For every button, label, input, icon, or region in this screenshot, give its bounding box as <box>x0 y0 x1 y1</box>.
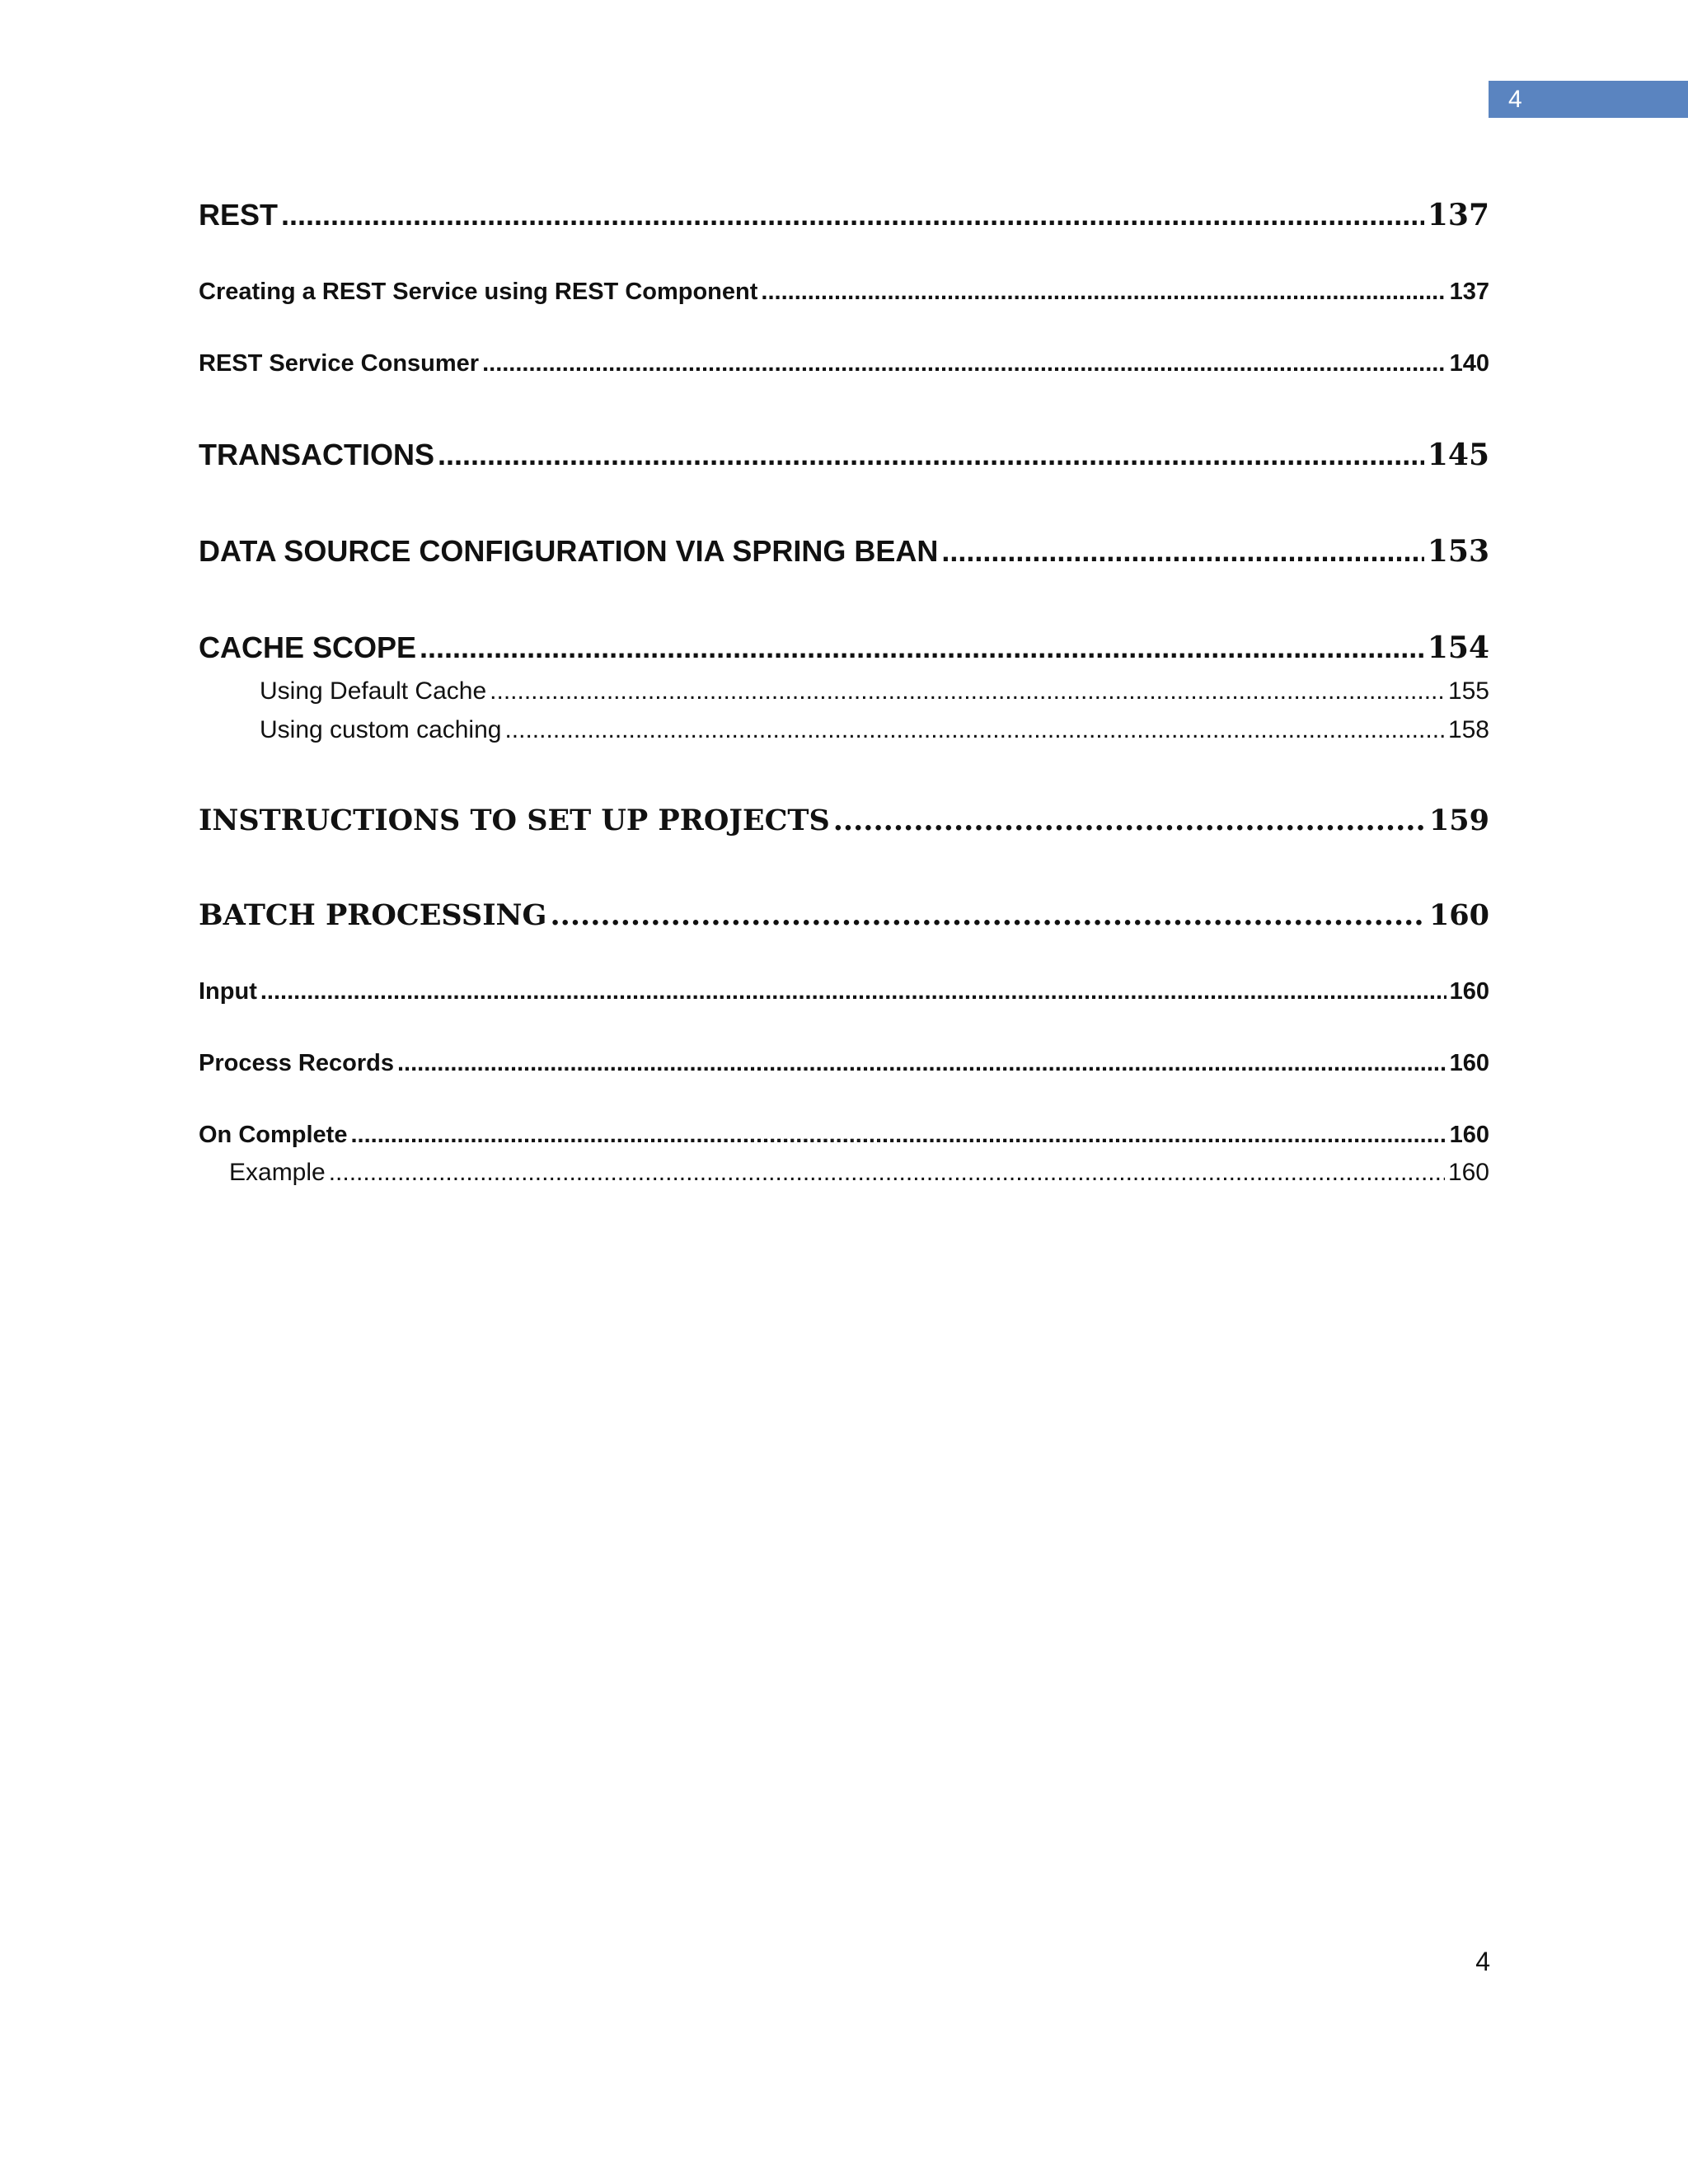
toc-leader <box>833 804 1426 837</box>
toc-page-number: 140 <box>1449 350 1489 377</box>
toc-entry-example[interactable] <box>229 1159 1489 1192</box>
toc-page-number: 160 <box>1449 1050 1489 1076</box>
toc-leader <box>490 677 1445 705</box>
footer-page-number: 4 <box>1475 1947 1490 1976</box>
toc-entry-process-records[interactable] <box>199 1050 1489 1083</box>
toc-label: BATCH PROCESSING <box>199 898 547 932</box>
toc-page-number: 137 <box>1427 198 1489 232</box>
toc-leader <box>397 1050 1447 1077</box>
toc-leader <box>550 898 1425 932</box>
toc-entry-on-complete[interactable] <box>199 1122 1489 1155</box>
toc-page-number: 160 <box>1428 898 1489 932</box>
toc-leader <box>350 1122 1446 1149</box>
toc-label: REST <box>199 198 279 232</box>
toc-page-number: 155 <box>1447 677 1489 705</box>
toc-label: DATA SOURCE CONFIGURATION VIA SPRING BEAN <box>199 534 939 568</box>
toc-leader <box>260 978 1447 1005</box>
toc-leader <box>941 534 1423 569</box>
toc-page-number: 137 <box>1449 279 1489 305</box>
toc-entry-instructions-setup-projects[interactable] <box>199 804 1489 845</box>
toc-leader <box>761 279 1446 306</box>
toc-page-number: 160 <box>1447 1159 1489 1186</box>
toc-page-number: 160 <box>1449 978 1489 1005</box>
toc-entry-transactions[interactable] <box>199 438 1489 479</box>
toc-entry-batch-processing[interactable] <box>199 898 1489 940</box>
toc-entry-input[interactable] <box>199 978 1489 1011</box>
toc-page-number: 153 <box>1427 534 1489 569</box>
toc-label: INSTRUCTIONS TO SET UP PROJECTS <box>199 804 830 837</box>
toc-label: Process Records <box>199 1050 394 1076</box>
toc-label: Creating a REST Service using REST Component <box>199 279 758 305</box>
header-page-tab <box>1489 81 1688 118</box>
toc-leader <box>281 198 1424 232</box>
toc-page-number: 160 <box>1449 1122 1489 1148</box>
toc-label: Using Default Cache <box>260 677 487 705</box>
toc-page-number: 154 <box>1427 630 1489 665</box>
toc-label: REST Service Consumer <box>199 350 480 377</box>
toc-page-number: 158 <box>1447 716 1489 743</box>
toc-label: Example <box>229 1159 326 1186</box>
toc-leader <box>329 1159 1445 1187</box>
toc-label: TRANSACTIONS <box>199 438 434 471</box>
toc-label: On Complete <box>199 1122 348 1148</box>
toc-label: CACHE SCOPE <box>199 630 417 664</box>
toc-leader <box>504 716 1444 744</box>
toc-entry-using-default-cache[interactable] <box>260 677 1489 710</box>
toc-entry-rest-service-consumer[interactable] <box>199 350 1489 383</box>
toc-label: Input <box>199 978 257 1005</box>
toc-label: Using custom caching <box>260 716 502 743</box>
toc-leader <box>482 350 1447 377</box>
toc-leader <box>438 438 1424 472</box>
toc-page-number: 145 <box>1427 438 1489 472</box>
toc-entry-using-custom-caching[interactable] <box>260 716 1489 749</box>
toc-entry-cache-scope[interactable] <box>199 630 1489 672</box>
toc-page-number: 159 <box>1428 804 1489 837</box>
toc-entry-data-source-configuration[interactable] <box>199 534 1489 575</box>
toc-entry-rest[interactable] <box>199 198 1489 239</box>
header-page-number: 4 <box>1508 86 1522 113</box>
toc-entry-creating-rest-service[interactable] <box>199 279 1489 312</box>
toc-leader <box>420 630 1424 665</box>
